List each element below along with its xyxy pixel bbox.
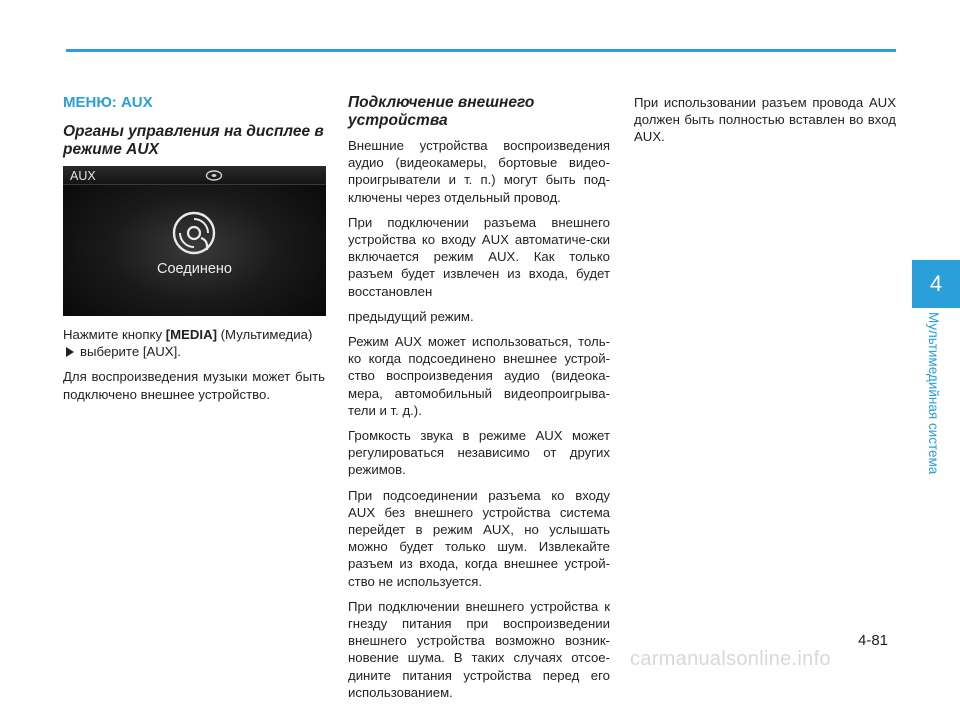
- body-paragraph: При подключении внешнего устройства к гнезду питания при воспроизведении внешнего устройства возможно возник-новение шума. В таких случаях отсое-дините питания устройства перед его использованием.: [348, 598, 610, 700]
- body-paragraph: Для воспроизведения музыки может быть подключено внешнее устройство.: [63, 369, 325, 402]
- instruction-line2: выберите [AUX].: [80, 344, 181, 360]
- section-title: МЕНЮ: AUX: [63, 94, 153, 111]
- subheading: Подключение внешнего устройства: [348, 94, 535, 129]
- body-paragraph: Громкость звука в режиме AUX может регулироваться независимо от других режимов.: [348, 428, 610, 478]
- screen-status-text: Соединено: [157, 261, 232, 277]
- screen-top-bar: [63, 166, 326, 185]
- column-1: [63, 94, 325, 411]
- body-paragraph: При подключении разъема внешнего устройства ко входу AUX автоматиче-ски включается режим AUX. Как только разъем будет извлечен из входа, будет восстановлен: [348, 214, 610, 299]
- body-paragraph: При использовании разъем провода AUX должен быть полностью вставлен во вход AUX.: [634, 95, 896, 145]
- instruction-post: (Мультимедиа): [217, 327, 313, 342]
- body-paragraph: Режим AUX может использоваться, толь-ко когда подсоединено внешнее устрой-ство воспроизведения аудио (видеока-мера, автомобильный видеопроигрыва-тели и т. д.).: [348, 334, 610, 418]
- body-paragraph: предыдущий режим.: [348, 308, 474, 324]
- aux-screen-image: [63, 166, 326, 316]
- top-rule: [66, 49, 896, 52]
- arrow-right-icon: [66, 347, 74, 357]
- media-button-label: [MEDIA]: [165, 327, 217, 342]
- subheading: Органы управления на дисплее в режиме AUX: [63, 123, 324, 158]
- page-number: 4-81: [858, 632, 889, 649]
- instruction-pre: Нажмите кнопку: [63, 327, 166, 342]
- chapter-title: Мультимедийная система: [926, 312, 941, 475]
- body-paragraph: При подсоединении разъема ко входу AUX без внешнего устройства система перейдет в режим AUX, но услышать можно будет только шум. Извлекайте разъем из входа, когда внешнее устрой-ство не используется.: [348, 487, 610, 589]
- column-2: [348, 94, 610, 709]
- column-3: [634, 94, 896, 154]
- chapter-tab: 4: [912, 260, 960, 308]
- aux-device-icon: [171, 210, 217, 256]
- instruction-paragraph: [63, 326, 325, 360]
- body-paragraph: Внешние устройства воспроизведения аудио (видеокамеры, бортовые видео-проигрыватели и т. п.) могут быть под-ключены через отдельный провод.: [348, 138, 610, 205]
- chapter-title-vertical: [920, 312, 944, 492]
- screen-aux-label: AUX: [70, 169, 96, 183]
- watermark: carmanualsonline.info: [630, 648, 831, 670]
- disc-status-icon: [205, 170, 223, 181]
